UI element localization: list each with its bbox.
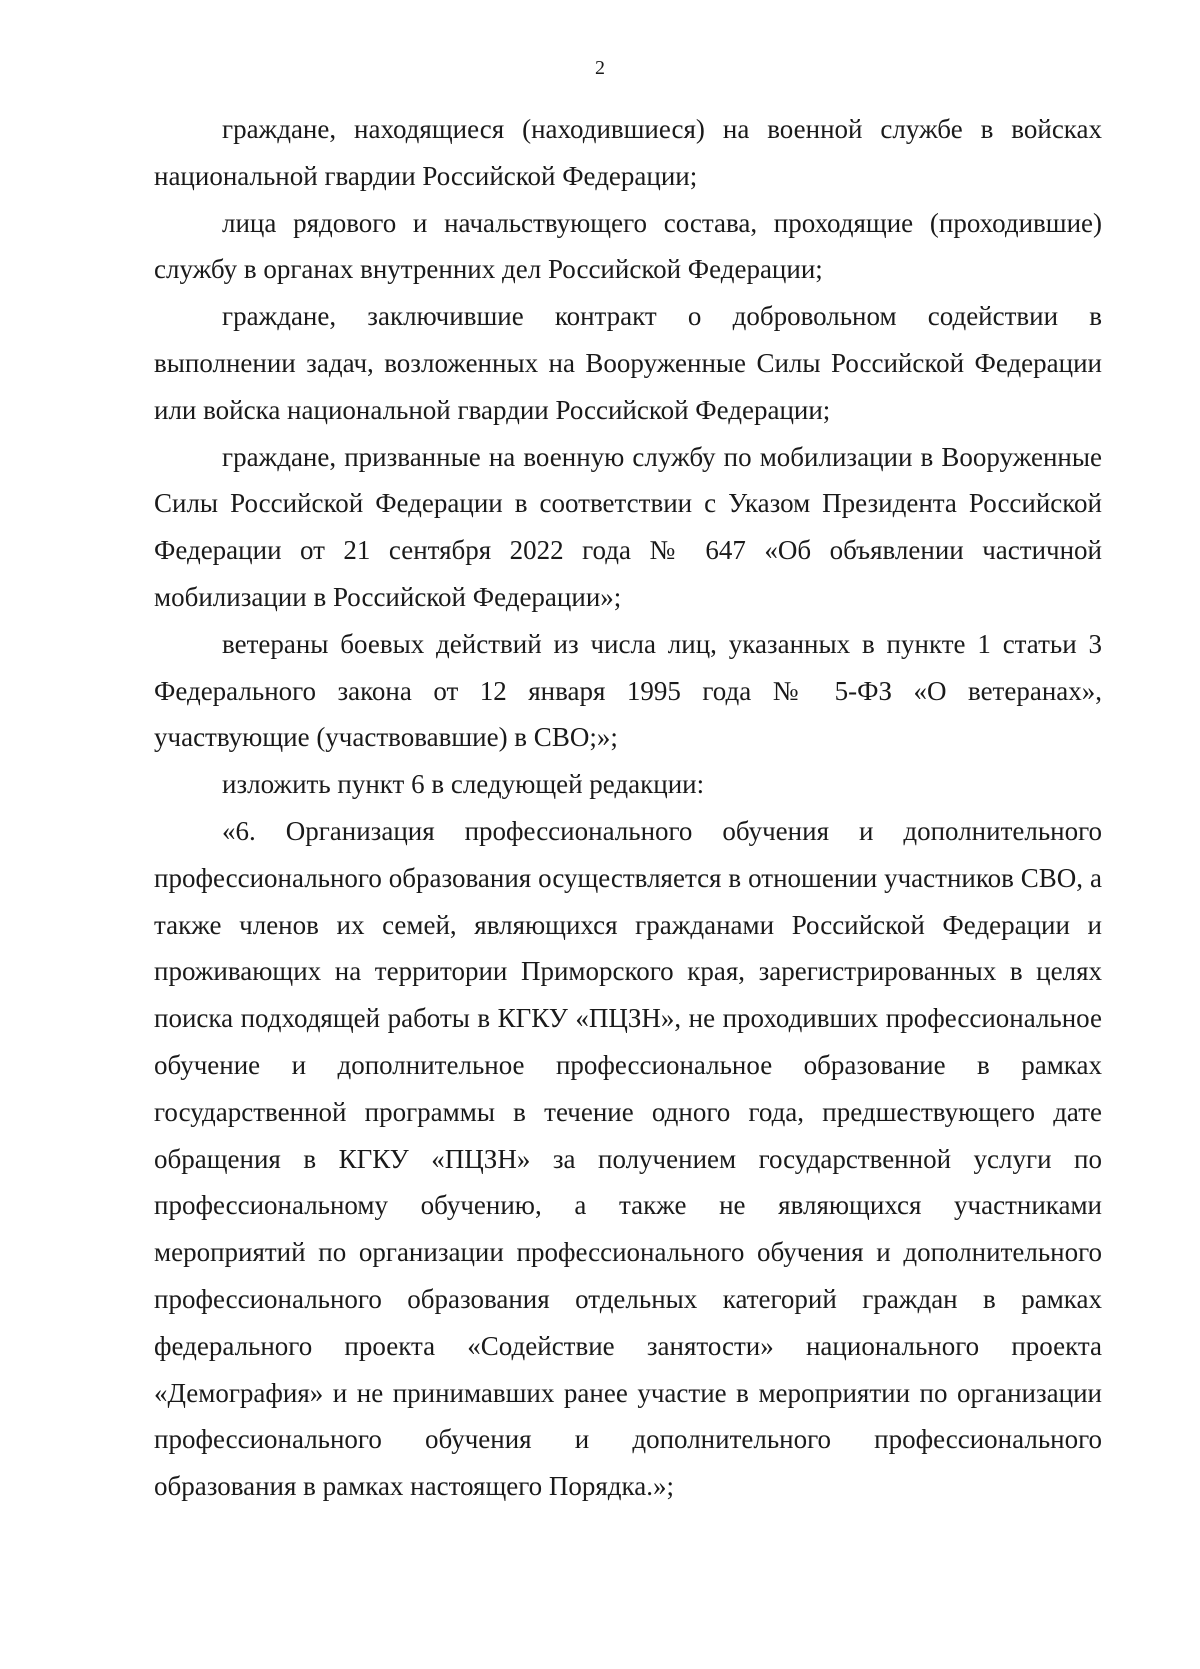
page-number: 2	[595, 57, 605, 79]
paragraph-item-6-new-wording: «6. Организация профессионального обучения и дополнительного профессионального образования осуществляется в отношении участников СВО, а также членов их семей, являющихся гражданами Российской Федерации и проживающих на территории Приморского края, зарегистрированных в целях поиска подходящей работы в КГКУ «ПЦЗН», не проходивших профессиональное обучение и дополнительное профессиональное образование в рамках государственной программы в течение одного года, предшествующего дате обращения в КГКУ «ПЦЗН» за получением государственной услуги по профессиональному обучению, а также не являющихся участниками мероприятий по организации профессионального обучения и дополнительного профессионального образования отдельных категорий граждан в рамках федерального проекта «Содействие занятости» национального проекта «Демография» и не принимавших ранее участие в мероприятии по организации профессионального обучения и дополнительного профессионального образования в рамках настоящего Порядка.»;	[154, 815, 1102, 1502]
document-body	[154, 106, 1102, 1510]
paragraph-mobilized-citizens: граждане, призванные на военную службу по мобилизации в Вооруженные Силы Российской Федерации в соответствии с Указом Президента Российской Федерации от 21 сентября 2022 года № 647 «Об объявлении частичной мобилизации в Российской Федерации»;	[154, 441, 1102, 612]
paragraph-volunteer-contract-citizens: граждане, заключившие контракт о добровольном содействии в выполнении задач, возложенных на Вооруженные Силы Российской Федерации или войска национальной гвардии Российской Федерации;	[154, 301, 1102, 425]
paragraph-amendment-instruction: изложить пункт 6 в следующей редакции:	[222, 769, 705, 800]
paragraph-combat-veterans: ветераны боевых действий из числа лиц, указанных в пункте 1 статьи 3 Федерального закона от 12 января 1995 года № 5-ФЗ «О ветеранах», участвующие (участвовавшие) в СВО;»;	[154, 628, 1102, 753]
paragraph-internal-affairs-personnel: лица рядового и начальствующего состава, проходящие (проходившие) службу в органах внутренних дел Российской Федерации;	[154, 207, 1102, 285]
paragraph-national-guard-citizens: граждане, находящиеся (находившиеся) на военной службе в войсках национальной гвардии Российской Федерации;	[154, 114, 1102, 191]
